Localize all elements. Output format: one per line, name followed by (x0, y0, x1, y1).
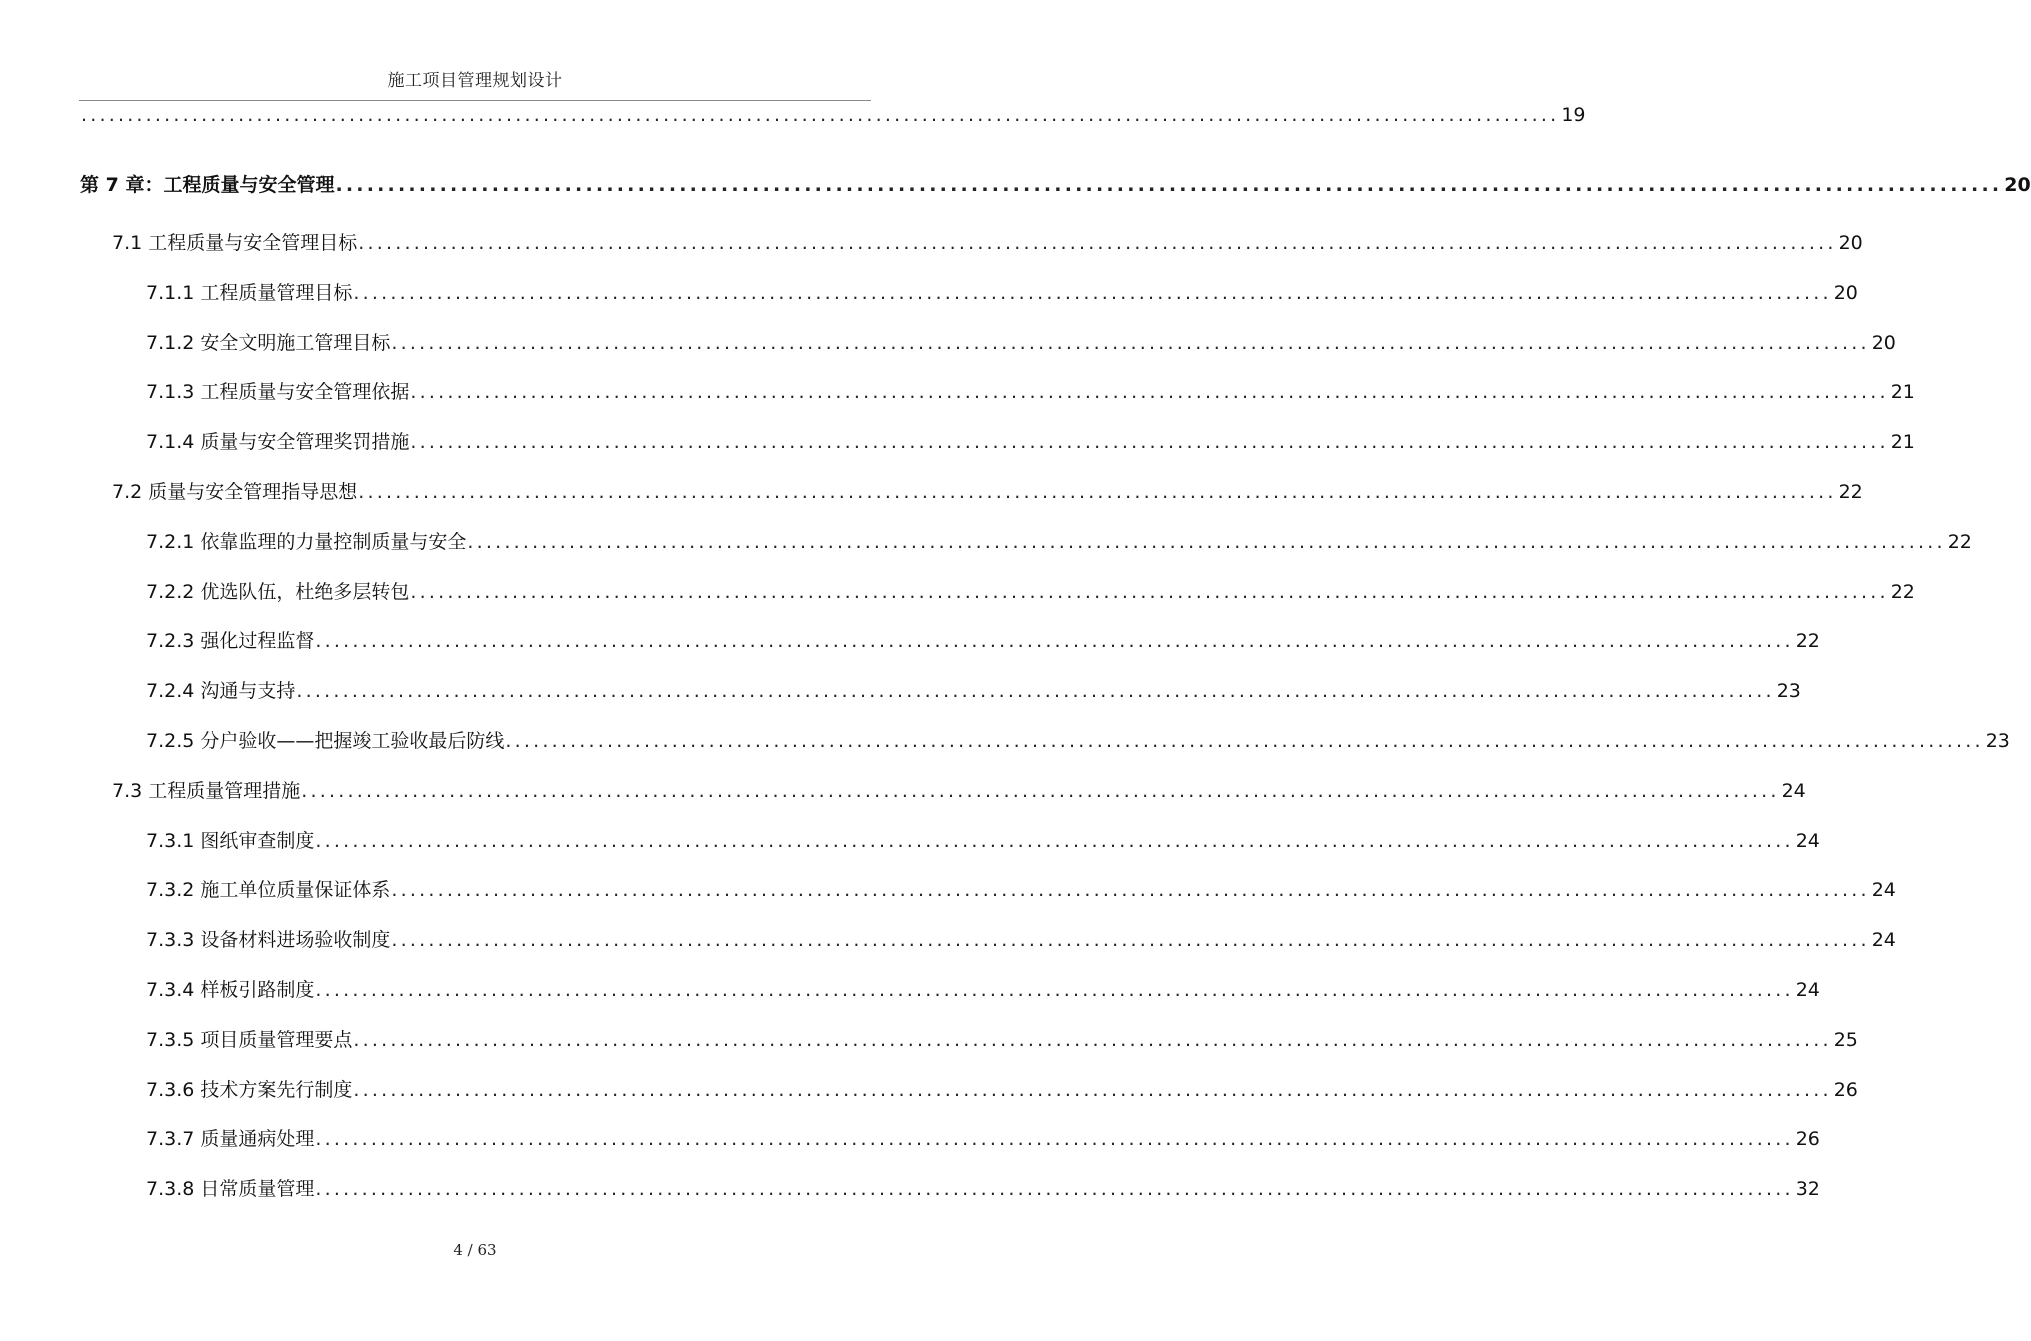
toc-entry-label: 7.3.7 质量通病处理 (146, 1128, 315, 1150)
toc-leader: ................................................................................................................................................................ (391, 929, 1870, 951)
toc-page-number: 20 (1833, 282, 1858, 304)
toc-leader: ................................................................................................................................................................ (391, 879, 1870, 901)
toc-entry-label: 7.1.2 安全文明施工管理目标 (146, 332, 391, 354)
toc-leader: ................................................................................................................................................................ (353, 1079, 1832, 1101)
toc-page-number: 22 (1947, 531, 1972, 553)
toc-entry-section[interactable] (112, 776, 1806, 803)
toc-leader: ................................................................................................................................................................ (353, 282, 1832, 304)
toc-leader: ................................................................................................................................................................ (410, 381, 1889, 403)
toc-page-number: 20 (1838, 232, 1863, 254)
toc-entry-sub[interactable] (146, 875, 1896, 902)
toc-page-number: 22 (1795, 630, 1820, 652)
toc-leader: ................................................................................................................................................................ (335, 174, 2003, 196)
toc-page-number: 25 (1833, 1029, 1858, 1051)
toc-entry-sub[interactable] (146, 975, 1820, 1002)
toc-entry-sub[interactable] (146, 527, 1972, 554)
toc-entry-sub[interactable] (146, 1025, 1858, 1052)
toc-entry-sub[interactable] (146, 676, 1801, 703)
toc-entry-label: 7.2.2 优选队伍，杜绝多层转包 (146, 581, 410, 603)
toc-leader: ................................................................................................................................................................ (296, 680, 1775, 702)
toc-entry-sub[interactable] (146, 1174, 1820, 1201)
header-rule (79, 100, 871, 101)
toc-entry-label: 7.3.1 图纸审查制度 (146, 830, 315, 852)
toc-page-number: 23 (1776, 680, 1801, 702)
toc-entry-sub[interactable] (146, 377, 1915, 404)
toc-entry-label: 7.3.3 设备材料进场验收制度 (146, 929, 391, 951)
page-footer-indicator: 4 / 63 (453, 1241, 497, 1259)
toc-entry-section[interactable] (112, 477, 1863, 504)
toc-leader: ................................................................................................................................................................ (315, 979, 1794, 1001)
toc-continuation-row (80, 104, 1586, 126)
toc-entry-sub[interactable] (146, 726, 2010, 753)
toc-page-number: 20 (1871, 332, 1896, 354)
toc-entry-sub[interactable] (146, 1124, 1820, 1151)
toc-leader: ................................................................................................................................................................ (391, 332, 1870, 354)
toc-page-number: 24 (1795, 830, 1820, 852)
toc-entry-label: 7.1.4 质量与安全管理奖罚措施 (146, 431, 410, 453)
toc-leader: ................................................................................................................................................................ (467, 531, 1946, 553)
toc-leader: ................................................................................................................................................................ (315, 1128, 1794, 1150)
toc-page-number: 22 (1890, 581, 1915, 603)
toc-entry-label: 第 7 章：工程质量与安全管理 (80, 174, 335, 196)
toc-entry-label: 7.1 工程质量与安全管理目标 (112, 232, 358, 254)
toc-page-number: 32 (1795, 1178, 1820, 1200)
toc-page-number: 26 (1795, 1128, 1820, 1150)
toc-entry-label: 7.2.1 依靠监理的力量控制质量与安全 (146, 531, 467, 553)
toc-leader: ................................................................................................................................................................ (315, 830, 1794, 852)
toc-entry-chapter[interactable] (80, 170, 2031, 197)
toc-leader: ................................................................................................................................................................ (358, 232, 1837, 254)
toc-entry-sub[interactable] (146, 925, 1896, 952)
toc-entry-sub[interactable] (146, 278, 1858, 305)
toc-leader: ................................................................................................................................................................ (353, 1029, 1832, 1051)
toc-entry-label: 7.1.1 工程质量管理目标 (146, 282, 353, 304)
toc-leader: ................................................................................................................................................................ (315, 1178, 1794, 1200)
toc-page-number: 19 (1561, 104, 1586, 126)
toc-leader: ................................................................................................................................................................ (301, 780, 1780, 802)
toc-entry-sub[interactable] (146, 427, 1915, 454)
toc-entry-label: 7.3.5 项目质量管理要点 (146, 1029, 353, 1051)
toc-entry-label: 7.1.3 工程质量与安全管理依据 (146, 381, 410, 403)
toc-leader: ................................................................................................................................................................ (315, 630, 1794, 652)
toc-page-number: 21 (1890, 431, 1915, 453)
toc-page-number: 22 (1838, 481, 1863, 503)
toc-page-number: 23 (1985, 730, 2010, 752)
page-header-title: 施工项目管理规划设计 (387, 71, 563, 91)
toc-page-number: 24 (1795, 979, 1820, 1001)
toc-page-number: 26 (1833, 1079, 1858, 1101)
toc-leader: ................................................................................................................................................................ (410, 431, 1889, 453)
toc-page-number: 24 (1871, 879, 1896, 901)
toc-entry-section[interactable] (112, 228, 1863, 255)
toc-leader: ................................................................................................................................................................ (81, 104, 1560, 126)
toc-page-number: 21 (1890, 381, 1915, 403)
toc-entry-label: 7.3.2 施工单位质量保证体系 (146, 879, 391, 901)
toc-entry-label: 7.3 工程质量管理措施 (112, 780, 301, 802)
toc-page-number: 24 (1781, 780, 1806, 802)
toc-entry-sub[interactable] (146, 626, 1820, 653)
toc-entry-label: 7.3.4 样板引路制度 (146, 979, 315, 1001)
toc-leader: ................................................................................................................................................................ (410, 581, 1889, 603)
toc-page-number: 20 (2004, 174, 2031, 196)
toc-page-number: 24 (1871, 929, 1896, 951)
toc-entry-sub[interactable] (146, 328, 1896, 355)
toc-entry-label: 7.2.5 分户验收——把握竣工验收最后防线 (146, 730, 505, 752)
toc-entry-label: 7.2.3 强化过程监督 (146, 630, 315, 652)
toc-leader: ................................................................................................................................................................ (358, 481, 1837, 503)
toc-entry-label: 7.2 质量与安全管理指导思想 (112, 481, 358, 503)
toc-entry-label: 7.3.8 日常质量管理 (146, 1178, 315, 1200)
toc-entry-sub[interactable] (146, 1075, 1858, 1102)
toc-entry-label: 7.3.6 技术方案先行制度 (146, 1079, 353, 1101)
toc-entry-label: 7.2.4 沟通与支持 (146, 680, 296, 702)
toc-leader: ................................................................................................................................................................ (505, 730, 1984, 752)
toc-entry-sub[interactable] (146, 577, 1915, 604)
toc-entry-sub[interactable] (146, 826, 1820, 853)
